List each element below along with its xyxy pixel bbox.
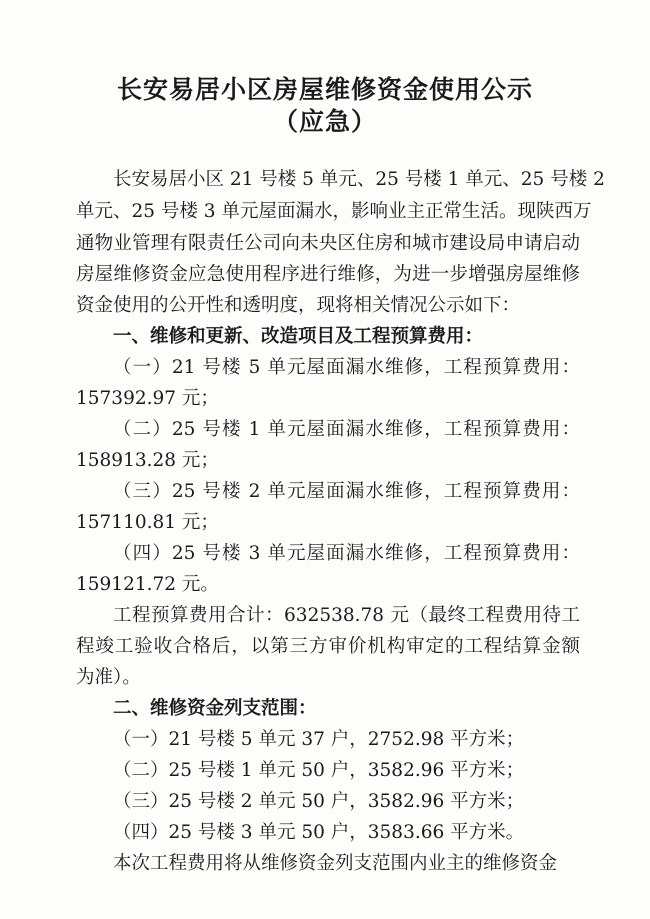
budget-total-line: 程竣工验收合格后，以第三方审价机构审定的工程结算金额 [76, 636, 580, 657]
closing-line: 本次工程费用将从维修资金列支范围内业主的维修资金 [113, 853, 558, 874]
budget-total-line: 工程预算费用合计：632538.78 元（最终工程费用待工 [113, 605, 580, 626]
document-subtitle: （应急） [272, 107, 377, 136]
intro-line: 单元、25 号楼 3 单元屋面漏水，影响业主正常生活。现陕西万 [76, 201, 592, 222]
budget-amount: 159121.72 元。 [76, 574, 219, 595]
budget-amount: 157110.81 元； [76, 512, 219, 533]
document-title: 长安易居小区房屋维修资金使用公示 [116, 75, 533, 104]
budget-total-line: 为准）。 [76, 667, 141, 688]
intro-line: 通物业管理有限责任公司向未央区住房和城市建设局申请启动 [76, 233, 580, 254]
scope-item: （一）21 号楼 5 单元 37 户，2752.98 平方米； [113, 729, 525, 750]
intro-line: 资金使用的公开性和透明度，现将相关情况公示如下： [76, 295, 521, 316]
intro-line: 长安易居小区 21 号楼 5 单元、25 号楼 1 单元、25 号楼 2 [113, 169, 605, 190]
budget-amount: 158913.28 元； [76, 450, 219, 471]
budget-item: （一）21 号楼 5 单元屋面漏水维修，工程预算费用： [113, 357, 580, 378]
section2-heading: 二、维修资金列支范围： [113, 698, 317, 719]
section1-heading: 一、维修和更新、改造项目及工程预算费用： [113, 326, 484, 347]
budget-item: （二）25 号楼 1 单元屋面漏水维修，工程预算费用： [113, 419, 580, 440]
budget-amount: 157392.97 元； [76, 388, 219, 409]
budget-item: （四）25 号楼 3 单元屋面漏水维修，工程预算费用： [113, 543, 580, 564]
scope-item: （二）25 号楼 1 单元 50 户，3582.96 平方米； [113, 760, 525, 781]
scope-item: （三）25 号楼 2 单元 50 户，3582.96 平方米； [113, 791, 525, 812]
intro-line: 房屋维修资金应急使用程序进行维修，为进一步增强房屋维修 [76, 264, 580, 285]
budget-item: （三）25 号楼 2 单元屋面漏水维修，工程预算费用： [113, 481, 580, 502]
scope-item: （四）25 号楼 3 单元 50 户，3583.66 平方米。 [113, 822, 525, 843]
